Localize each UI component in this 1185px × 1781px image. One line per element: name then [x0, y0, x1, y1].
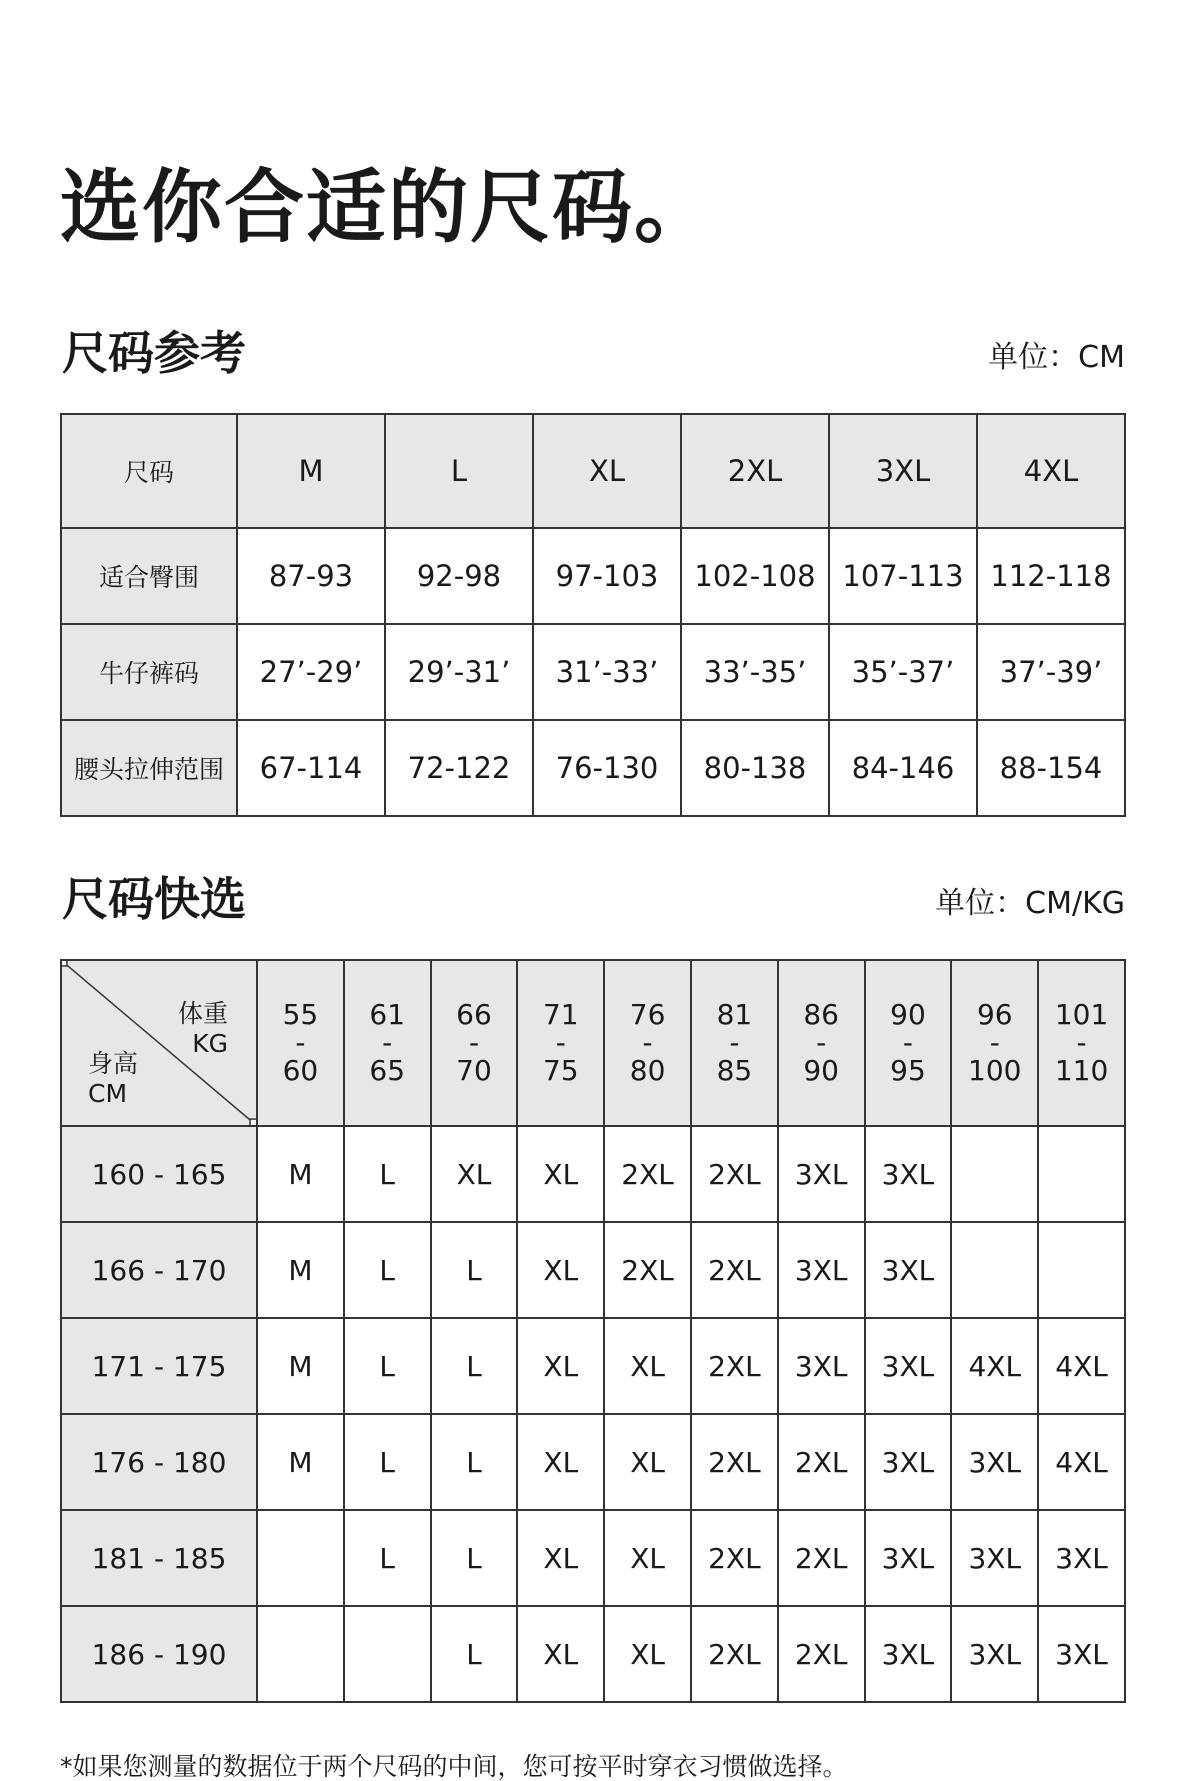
size-quick-unit: 单位：CM/KG [935, 886, 1125, 921]
size-cell: XL [517, 1606, 604, 1702]
weight-min: 96 [976, 998, 1013, 1031]
size-cell: L [431, 1606, 518, 1702]
size-header-row [61, 414, 1125, 528]
size-cell: 3XL [865, 1126, 952, 1222]
weight-header-cell [865, 960, 952, 1126]
height-range-label: 171 - 175 [61, 1318, 257, 1414]
size-cell: L [431, 1414, 518, 1510]
row-label: 适合臀围 [61, 528, 237, 624]
weight-max: 95 [890, 1054, 926, 1087]
weight-dash: - [295, 1026, 306, 1059]
weight-header-cell [517, 960, 604, 1126]
weight-min: 76 [629, 998, 666, 1031]
weight-min: 55 [282, 998, 319, 1031]
table-cell: 72-122 [385, 720, 533, 816]
table-cell: 31’-33’ [533, 624, 681, 720]
size-cell: 3XL [1038, 1510, 1125, 1606]
size-header-cell: 2XL [681, 414, 829, 528]
size-cell: 3XL [865, 1222, 952, 1318]
size-cell: XL [604, 1318, 691, 1414]
size-cell: M [257, 1318, 344, 1414]
weight-max: 110 [1054, 1054, 1109, 1087]
size-cell [1038, 1222, 1125, 1318]
size-cell: 3XL [865, 1606, 952, 1702]
table-cell: 107-113 [829, 528, 977, 624]
size-cell: XL [604, 1606, 691, 1702]
table-cell: 76-130 [533, 720, 681, 816]
weight-header-cell [431, 960, 518, 1126]
table-row [61, 528, 1125, 624]
weight-min: 61 [369, 998, 406, 1031]
table-cell: 80-138 [681, 720, 829, 816]
size-cell: 2XL [691, 1510, 778, 1606]
size-cell: L [344, 1126, 431, 1222]
weight-label: 体重 [177, 999, 228, 1028]
weight-max: 60 [282, 1054, 319, 1087]
size-cell: 2XL [604, 1126, 691, 1222]
size-cell [344, 1606, 431, 1702]
size-reference-heading: 尺码参考 [62, 326, 246, 380]
table-row [61, 1510, 1125, 1606]
size-cell: 4XL [1038, 1318, 1125, 1414]
table-cell: 27’-29’ [237, 624, 385, 720]
height-label: 身高 [88, 1049, 139, 1078]
table-row [61, 624, 1125, 720]
size-cell: XL [517, 1510, 604, 1606]
weight-min: 86 [803, 998, 839, 1031]
size-cell: L [431, 1222, 518, 1318]
weight-max: 85 [716, 1054, 753, 1087]
size-cell: 3XL [1038, 1606, 1125, 1702]
table-cell: 102-108 [681, 528, 829, 624]
size-cell: 2XL [691, 1318, 778, 1414]
size-cell [1038, 1126, 1125, 1222]
corner-cell [61, 960, 257, 1126]
size-cell: M [257, 1126, 344, 1222]
size-cell: L [344, 1510, 431, 1606]
table-cell: 88-154 [977, 720, 1125, 816]
size-reference-unit: 单位：CM [988, 340, 1125, 375]
table-cell: 67-114 [237, 720, 385, 816]
size-cell: 4XL [1038, 1414, 1125, 1510]
table-row [61, 1222, 1125, 1318]
weight-header-cell [778, 960, 865, 1126]
size-cell: 4XL [951, 1318, 1038, 1414]
weight-max: 100 [968, 1054, 1022, 1087]
weight-max: 75 [542, 1054, 579, 1087]
weight-min: 71 [542, 998, 579, 1031]
weight-min: 81 [716, 998, 753, 1031]
height-range-label: 166 - 170 [61, 1222, 257, 1318]
size-cell: XL [517, 1318, 604, 1414]
size-cell: 3XL [865, 1414, 952, 1510]
weight-max: 70 [456, 1054, 492, 1087]
size-cell: L [431, 1318, 518, 1414]
table-row [61, 1318, 1125, 1414]
size-cell: 3XL [951, 1414, 1038, 1510]
size-cell [951, 1222, 1038, 1318]
weight-min: 90 [890, 998, 926, 1031]
table-row [61, 720, 1125, 816]
weight-max: 65 [369, 1054, 406, 1087]
weight-dash: - [382, 1026, 393, 1059]
size-cell [951, 1126, 1038, 1222]
weight-max: 90 [803, 1054, 839, 1087]
size-cell: L [344, 1414, 431, 1510]
table-cell: 87-93 [237, 528, 385, 624]
size-cell: M [257, 1222, 344, 1318]
size-cell: L [344, 1222, 431, 1318]
weight-max: 80 [629, 1054, 666, 1087]
table-cell: 33’-35’ [681, 624, 829, 720]
table-cell: 92-98 [385, 528, 533, 624]
table-cell: 84-146 [829, 720, 977, 816]
size-cell: 3XL [951, 1606, 1038, 1702]
size-cell: 3XL [778, 1126, 865, 1222]
height-range-label: 176 - 180 [61, 1414, 257, 1510]
weight-dash: - [1076, 1026, 1087, 1059]
weight-dash: - [555, 1026, 566, 1059]
table-row [61, 1606, 1125, 1702]
size-cell: 2XL [604, 1222, 691, 1318]
size-cell: 2XL [778, 1510, 865, 1606]
table-row [61, 1414, 1125, 1510]
size-cell: XL [604, 1510, 691, 1606]
weight-dash: - [642, 1026, 653, 1059]
weight-header-row [61, 960, 1125, 1126]
table-cell: 112-118 [977, 528, 1125, 624]
size-quick-heading: 尺码快选 [62, 872, 246, 926]
row-label: 腰头拉伸范围 [61, 720, 237, 816]
size-cell: 3XL [865, 1318, 952, 1414]
table-cell: 29’-31’ [385, 624, 533, 720]
weight-header-cell [951, 960, 1038, 1126]
weight-dash: - [816, 1026, 827, 1059]
weight-dash: - [902, 1026, 914, 1059]
height-axis-label [88, 1049, 138, 1109]
size-cell: XL [517, 1222, 604, 1318]
size-reference-table [60, 413, 1126, 817]
weight-header-cell [691, 960, 778, 1126]
weight-dash: - [468, 1026, 480, 1059]
height-unit: CM [88, 1079, 128, 1108]
size-cell: 3XL [778, 1318, 865, 1414]
size-cell: XL [517, 1126, 604, 1222]
size-cell: 2XL [691, 1126, 778, 1222]
size-header-cell: M [237, 414, 385, 528]
table-row [61, 1126, 1125, 1222]
weight-header-cell [344, 960, 431, 1126]
size-cell: 3XL [951, 1510, 1038, 1606]
weight-dash: - [989, 1026, 1000, 1059]
size-header-cell: 4XL [977, 414, 1125, 528]
size-cell: 3XL [778, 1222, 865, 1318]
weight-dash: - [729, 1026, 740, 1059]
size-cell: M [257, 1414, 344, 1510]
row-label: 牛仔裤码 [61, 624, 237, 720]
height-range-label: 186 - 190 [61, 1606, 257, 1702]
size-quick-table [60, 959, 1126, 1703]
size-cell: 2XL [691, 1414, 778, 1510]
size-cell: L [431, 1510, 518, 1606]
weight-header-cell [604, 960, 691, 1126]
size-corner-label: 尺码 [61, 414, 237, 528]
weight-header-cell [257, 960, 344, 1126]
size-cell: XL [431, 1126, 518, 1222]
size-cell: 2XL [778, 1606, 865, 1702]
weight-axis-label [178, 999, 228, 1059]
size-cell: 3XL [865, 1510, 952, 1606]
table-cell: 37’-39’ [977, 624, 1125, 720]
weight-header-cell [1038, 960, 1125, 1126]
table-cell: 97-103 [533, 528, 681, 624]
size-cell: 2XL [691, 1606, 778, 1702]
height-range-label: 160 - 165 [61, 1126, 257, 1222]
size-header-cell: 3XL [829, 414, 977, 528]
table-cell: 35’-37’ [829, 624, 977, 720]
size-cell [257, 1606, 344, 1702]
size-header-cell: L [385, 414, 533, 528]
size-cell: L [344, 1318, 431, 1414]
footnote: *如果您测量的数据位于两个尺码的中间，您可按平时穿衣习惯做选择。 [60, 1752, 848, 1781]
weight-min: 66 [456, 998, 492, 1031]
size-cell [257, 1510, 344, 1606]
size-cell: 2XL [778, 1414, 865, 1510]
weight-unit: KG [192, 1029, 228, 1058]
size-cell: 2XL [691, 1222, 778, 1318]
size-header-cell: XL [533, 414, 681, 528]
height-range-label: 181 - 185 [61, 1510, 257, 1606]
page-title: 选你合适的尺码。 [60, 161, 716, 254]
size-cell: XL [604, 1414, 691, 1510]
size-cell: XL [517, 1414, 604, 1510]
weight-min: 101 [1054, 998, 1109, 1031]
